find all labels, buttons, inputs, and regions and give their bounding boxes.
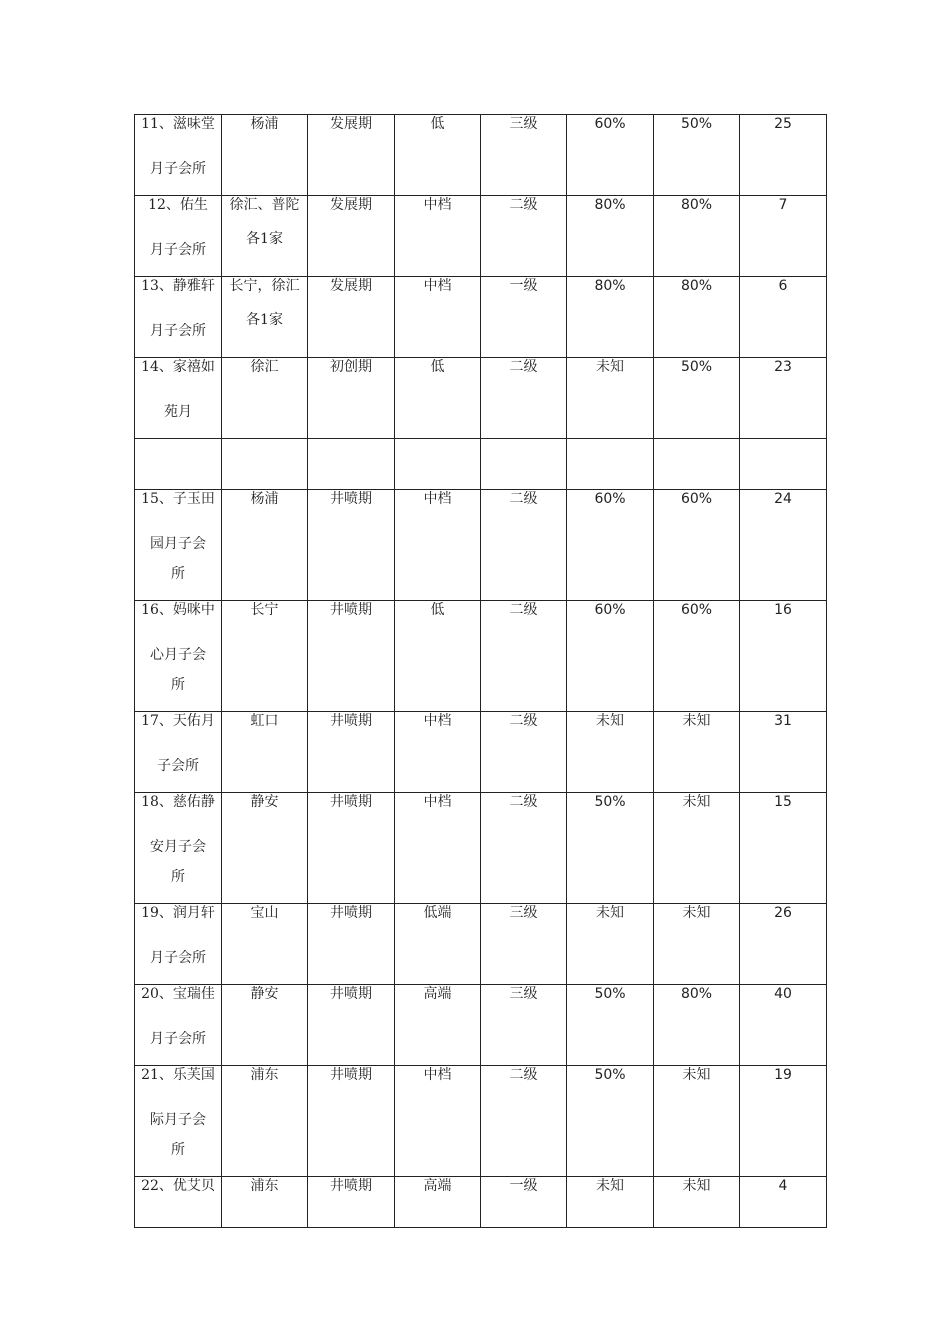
cell-empty xyxy=(222,439,308,490)
cell-count: 19 xyxy=(740,1066,827,1177)
cell-count: 26 xyxy=(740,904,827,985)
cell-district: 静安 xyxy=(222,793,308,904)
table-row xyxy=(135,115,827,196)
cell-district: 宝山 xyxy=(222,904,308,985)
cell-p1: 未知 xyxy=(567,712,654,793)
cell-stage: 井喷期 xyxy=(308,712,395,793)
cell-p2: 未知 xyxy=(654,712,740,793)
table-row xyxy=(135,601,827,712)
cell-p2: 80% xyxy=(654,196,740,277)
cell-p2: 50% xyxy=(654,115,740,196)
cell-name: 14、家禧如 苑月 xyxy=(135,358,222,439)
cell-count: 25 xyxy=(740,115,827,196)
cell-stage: 发展期 xyxy=(308,115,395,196)
cell-level: 二级 xyxy=(481,793,567,904)
cell-district: 长宁，徐汇 各1家 xyxy=(222,277,308,358)
cell-p2: 60% xyxy=(654,601,740,712)
table-row xyxy=(135,196,827,277)
cell-p1: 60% xyxy=(567,490,654,601)
cell-count: 40 xyxy=(740,985,827,1066)
cell-level: 二级 xyxy=(481,601,567,712)
cell-district: 杨浦 xyxy=(222,490,308,601)
cell-stage: 初创期 xyxy=(308,358,395,439)
cell-level: 三级 xyxy=(481,985,567,1066)
cell-district: 徐汇、普陀 各1家 xyxy=(222,196,308,277)
cell-grade: 低 xyxy=(395,115,481,196)
cell-level: 三级 xyxy=(481,115,567,196)
cell-stage: 井喷期 xyxy=(308,490,395,601)
cell-name: 21、乐芙国 际月子会 所 xyxy=(135,1066,222,1177)
table-row xyxy=(135,712,827,793)
cell-empty xyxy=(654,439,740,490)
table-row xyxy=(135,1066,827,1177)
cell-empty xyxy=(135,439,222,490)
cell-p1: 60% xyxy=(567,115,654,196)
cell-level: 一级 xyxy=(481,277,567,358)
cell-p2: 未知 xyxy=(654,904,740,985)
cell-count: 24 xyxy=(740,490,827,601)
data-table xyxy=(134,114,827,1228)
cell-district: 杨浦 xyxy=(222,115,308,196)
table-row xyxy=(135,985,827,1066)
cell-level: 二级 xyxy=(481,712,567,793)
cell-p1: 50% xyxy=(567,1066,654,1177)
cell-stage: 发展期 xyxy=(308,277,395,358)
cell-grade: 中档 xyxy=(395,196,481,277)
cell-district: 静安 xyxy=(222,985,308,1066)
cell-count: 31 xyxy=(740,712,827,793)
cell-grade: 中档 xyxy=(395,793,481,904)
cell-count: 15 xyxy=(740,793,827,904)
cell-grade: 中档 xyxy=(395,277,481,358)
cell-p2: 50% xyxy=(654,358,740,439)
cell-name: 20、宝瑞佳 月子会所 xyxy=(135,985,222,1066)
cell-grade: 高端 xyxy=(395,1177,481,1228)
cell-grade: 中档 xyxy=(395,712,481,793)
cell-name: 11、滋味堂 月子会所 xyxy=(135,115,222,196)
cell-level: 一级 xyxy=(481,1177,567,1228)
cell-district: 长宁 xyxy=(222,601,308,712)
cell-level: 二级 xyxy=(481,358,567,439)
cell-stage: 井喷期 xyxy=(308,793,395,904)
cell-grade: 高端 xyxy=(395,985,481,1066)
cell-stage: 井喷期 xyxy=(308,985,395,1066)
cell-p2: 80% xyxy=(654,985,740,1066)
cell-name: 19、润月轩 月子会所 xyxy=(135,904,222,985)
cell-name: 12、佑生 月子会所 xyxy=(135,196,222,277)
cell-count: 23 xyxy=(740,358,827,439)
cell-stage: 井喷期 xyxy=(308,1177,395,1228)
cell-p2: 60% xyxy=(654,490,740,601)
cell-p1: 未知 xyxy=(567,904,654,985)
cell-level: 二级 xyxy=(481,490,567,601)
cell-level: 二级 xyxy=(481,1066,567,1177)
cell-grade: 低 xyxy=(395,358,481,439)
cell-count: 6 xyxy=(740,277,827,358)
cell-name: 17、天佑月 子会所 xyxy=(135,712,222,793)
cell-stage: 井喷期 xyxy=(308,904,395,985)
cell-empty xyxy=(567,439,654,490)
cell-empty xyxy=(308,439,395,490)
cell-p2: 未知 xyxy=(654,793,740,904)
cell-p1: 50% xyxy=(567,793,654,904)
cell-name: 13、静雅轩 月子会所 xyxy=(135,277,222,358)
cell-grade: 低端 xyxy=(395,904,481,985)
cell-stage: 井喷期 xyxy=(308,1066,395,1177)
table-row xyxy=(135,904,827,985)
table-row xyxy=(135,793,827,904)
cell-name: 16、妈咪中 心月子会 所 xyxy=(135,601,222,712)
cell-p1: 80% xyxy=(567,196,654,277)
cell-district: 徐汇 xyxy=(222,358,308,439)
cell-name: 15、子玉田 园月子会 所 xyxy=(135,490,222,601)
cell-p1: 80% xyxy=(567,277,654,358)
cell-grade: 低 xyxy=(395,601,481,712)
cell-grade: 中档 xyxy=(395,1066,481,1177)
cell-district: 浦东 xyxy=(222,1177,308,1228)
cell-p1: 未知 xyxy=(567,358,654,439)
cell-stage: 发展期 xyxy=(308,196,395,277)
cell-count: 4 xyxy=(740,1177,827,1228)
cell-p1: 60% xyxy=(567,601,654,712)
cell-name: 18、慈佑静 安月子会 所 xyxy=(135,793,222,904)
cell-p2: 未知 xyxy=(654,1177,740,1228)
cell-count: 7 xyxy=(740,196,827,277)
cell-level: 三级 xyxy=(481,904,567,985)
table-row xyxy=(135,358,827,439)
table-row xyxy=(135,490,827,601)
cell-empty xyxy=(740,439,827,490)
cell-stage: 井喷期 xyxy=(308,601,395,712)
cell-p2: 未知 xyxy=(654,1066,740,1177)
table-row xyxy=(135,1177,827,1228)
cell-level: 二级 xyxy=(481,196,567,277)
cell-p1: 未知 xyxy=(567,1177,654,1228)
cell-p2: 80% xyxy=(654,277,740,358)
cell-grade: 中档 xyxy=(395,490,481,601)
cell-district: 浦东 xyxy=(222,1066,308,1177)
cell-district: 虹口 xyxy=(222,712,308,793)
cell-empty xyxy=(395,439,481,490)
table-row xyxy=(135,277,827,358)
cell-p1: 50% xyxy=(567,985,654,1066)
cell-count: 16 xyxy=(740,601,827,712)
cell-name: 22、优艾贝 xyxy=(135,1177,222,1228)
cell-empty xyxy=(481,439,567,490)
table-row-empty xyxy=(135,439,827,490)
